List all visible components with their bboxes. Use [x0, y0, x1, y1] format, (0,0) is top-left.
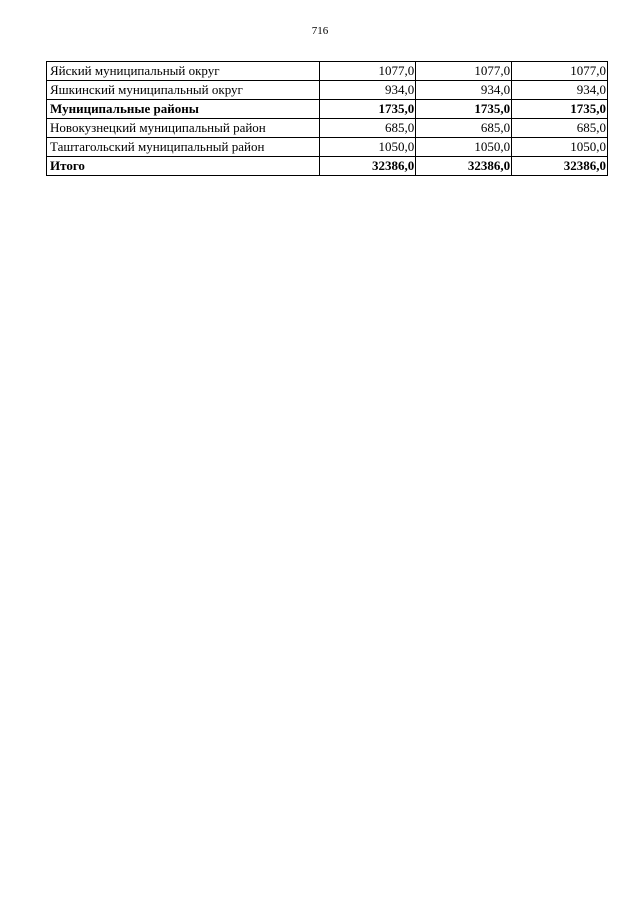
row-value-3: 685,0 — [512, 119, 608, 138]
row-value-1: 1050,0 — [320, 138, 416, 157]
table-row-subtotal — [47, 100, 608, 119]
row-value-3: 1077,0 — [512, 62, 608, 81]
row-value-1: 685,0 — [320, 119, 416, 138]
row-value-3: 934,0 — [512, 81, 608, 100]
row-name: Новокузнецкий муниципальный район — [47, 119, 320, 138]
row-value-3: 32386,0 — [512, 157, 608, 176]
row-value-3: 1050,0 — [512, 138, 608, 157]
row-value-2: 1735,0 — [416, 100, 512, 119]
row-value-2: 32386,0 — [416, 157, 512, 176]
table-row — [47, 138, 608, 157]
row-value-2: 934,0 — [416, 81, 512, 100]
table-row — [47, 81, 608, 100]
row-name: Яшкинский муниципальный округ — [47, 81, 320, 100]
table-row-total — [47, 157, 608, 176]
row-value-1: 32386,0 — [320, 157, 416, 176]
row-value-2: 1050,0 — [416, 138, 512, 157]
row-value-3: 1735,0 — [512, 100, 608, 119]
row-name: Яйский муниципальный округ — [47, 62, 320, 81]
row-name: Итого — [47, 157, 320, 176]
table-row — [47, 62, 608, 81]
row-name: Муниципальные районы — [47, 100, 320, 119]
row-value-1: 1077,0 — [320, 62, 416, 81]
budget-table — [46, 61, 608, 176]
row-value-1: 1735,0 — [320, 100, 416, 119]
row-value-2: 1077,0 — [416, 62, 512, 81]
table-row — [47, 119, 608, 138]
row-name: Таштагольский муниципальный район — [47, 138, 320, 157]
page-number: 716 — [311, 25, 329, 37]
row-value-1: 934,0 — [320, 81, 416, 100]
row-value-2: 685,0 — [416, 119, 512, 138]
